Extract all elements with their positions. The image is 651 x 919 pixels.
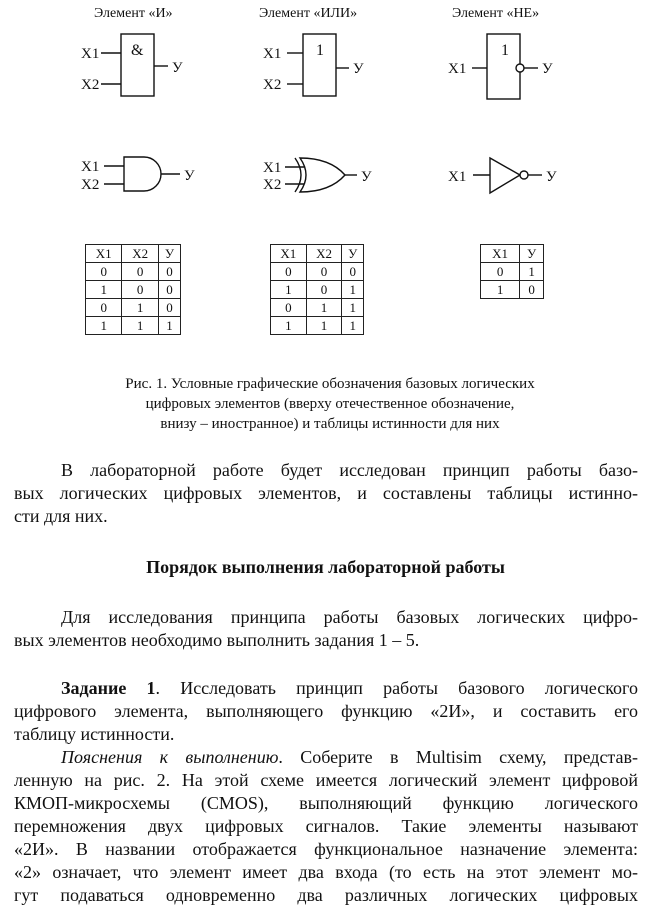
paragraph-line: перемножения двух цифровых сигналов. Такие элементы называют (14, 816, 638, 836)
table-row (481, 281, 544, 299)
table-cell: 1 (271, 281, 307, 299)
caption-line: цифровых элементов (вверху отечественное обозначение, (145, 396, 515, 412)
not-gate-ansi-symbol (473, 158, 542, 193)
and-gost-out-label: У (172, 60, 183, 76)
section-title: Порядок выполнения лабораторной работы (146, 557, 505, 577)
paragraph-line: «2И». В названии отображается функциональное назначение элемента: (14, 839, 638, 859)
table-cell: 0 (481, 263, 520, 281)
or-ansi-in2-label: X2 (263, 177, 282, 193)
or-gost-in2-label: X2 (263, 77, 282, 93)
table-cell: 1 (342, 299, 364, 317)
table-cell: 0 (306, 281, 342, 299)
table-cell: 1 (86, 281, 122, 299)
paragraph-line: «2» означает, что элемент имеет два входа (то есть на этот элемент мо- (14, 862, 638, 882)
table-row (271, 317, 364, 335)
explanation-label: Пояснения к выполнению (61, 747, 279, 767)
or-gost-out-label: У (353, 61, 364, 77)
and-truth-table (85, 244, 181, 335)
paragraph-line: гут подаваться одновременно два различных логических цифровых (14, 885, 638, 905)
caption-line: внизу – иностранное) и таблицы истинности для них (160, 416, 500, 432)
and-gost-in2-label: X2 (81, 77, 100, 93)
table-cell: 1 (158, 317, 180, 335)
table-cell: 0 (122, 263, 158, 281)
paragraph-line: вых элементов необходимо выполнить задания 1 – 5. (14, 630, 420, 650)
or-gate-ansi-symbol (285, 158, 357, 192)
and-gate-ansi-symbol (104, 157, 180, 191)
and-gate-header: Элемент «И» (94, 6, 173, 21)
or-ansi-out-label: У (361, 169, 372, 185)
not-ansi-out-label: У (546, 169, 557, 185)
caption-line: Рис. 1. Условные графические обозначения базовых логических (125, 376, 535, 392)
or-ansi-in1-label: X1 (263, 160, 282, 176)
table-cell: 0 (271, 263, 307, 281)
table-header-cell: X1 (86, 245, 122, 263)
paragraph-line: В лабораторной работе будет исследован принцип работы базо- (61, 460, 638, 480)
table-row (481, 263, 544, 281)
table-row (86, 263, 181, 281)
explanation-paragraph (14, 746, 638, 907)
table-cell: 1 (306, 299, 342, 317)
table-cell: 1 (271, 317, 307, 335)
table-header-cell: У (158, 245, 180, 263)
or-truth-table (270, 244, 364, 335)
table-cell: 0 (342, 263, 364, 281)
table-header-cell: У (342, 245, 364, 263)
table-cell: 0 (306, 263, 342, 281)
paragraph-line: КМОП-микросхемы (CMOS), выполняющий функцию логического (14, 793, 638, 813)
table-cell: 0 (86, 299, 122, 317)
and-gost-in1-label: X1 (81, 46, 100, 62)
paragraph-line: ленную на рис. 2. На этой схеме имеется логический элемент цифровой (14, 770, 638, 790)
logic-gates-diagram (0, 0, 651, 230)
table-row (86, 317, 181, 335)
paragraph-line: сти для них. (14, 506, 108, 526)
not-gate-header: Элемент «НЕ» (452, 6, 540, 21)
table-cell: 0 (122, 281, 158, 299)
table-cell: 0 (86, 263, 122, 281)
tasks-intro-paragraph (14, 606, 638, 652)
table-header-cell: У (520, 245, 544, 263)
table-header-cell: X1 (271, 245, 307, 263)
paragraph-line: Для исследования принципа работы базовых логических цифро- (61, 607, 638, 627)
or-gate-header: Элемент «ИЛИ» (259, 6, 358, 21)
paragraph-line (14, 677, 638, 700)
and-ansi-out-label: У (184, 168, 195, 184)
paragraph-line: таблицу истинности. (14, 724, 175, 744)
task1-paragraph (14, 677, 638, 746)
paragraph-line (14, 746, 638, 769)
table-row (86, 299, 181, 317)
table-row (271, 299, 364, 317)
table-header-cell: X2 (306, 245, 342, 263)
table-header-cell: X2 (122, 245, 158, 263)
table-header-cell: X1 (481, 245, 520, 263)
task1-label: Задание 1 (61, 678, 156, 698)
and-ansi-in2-label: X2 (81, 177, 100, 193)
table-cell: 1 (86, 317, 122, 335)
figure-caption (40, 374, 620, 434)
task1-text: . Исследовать принцип работы базового логического (155, 678, 638, 698)
not-truth-table (480, 244, 544, 299)
table-cell: 0 (520, 281, 544, 299)
not-gost-symbol-label: 1 (501, 42, 509, 59)
table-cell: 1 (342, 317, 364, 335)
or-gost-symbol-label: 1 (316, 42, 324, 59)
table-cell: 0 (271, 299, 307, 317)
or-gost-in1-label: X1 (263, 46, 282, 62)
not-ansi-in1-label: X1 (448, 169, 467, 185)
not-gost-in1-label: X1 (448, 61, 467, 77)
table-cell: 0 (158, 299, 180, 317)
table-cell: 1 (520, 263, 544, 281)
table-cell: 0 (158, 263, 180, 281)
paragraph-line: цифрового элемента, выполняющего функцию «2И», и составить его (14, 701, 638, 721)
paragraph-line: вых логических цифровых элементов, и составлены таблицы истинно- (14, 483, 638, 503)
table-row (271, 281, 364, 299)
table-row (271, 263, 364, 281)
explanation-text: . Соберите в Multisim схему, представ- (278, 747, 638, 767)
not-gost-out-label: У (542, 61, 553, 77)
table-cell: 1 (122, 299, 158, 317)
table-cell: 1 (306, 317, 342, 335)
table-cell: 1 (342, 281, 364, 299)
table-cell: 1 (122, 317, 158, 335)
table-row (86, 281, 181, 299)
intro-paragraph (14, 459, 638, 528)
and-ansi-in1-label: X1 (81, 159, 100, 175)
table-cell: 0 (158, 281, 180, 299)
table-cell: 1 (481, 281, 520, 299)
and-gost-symbol-label: & (131, 42, 144, 59)
